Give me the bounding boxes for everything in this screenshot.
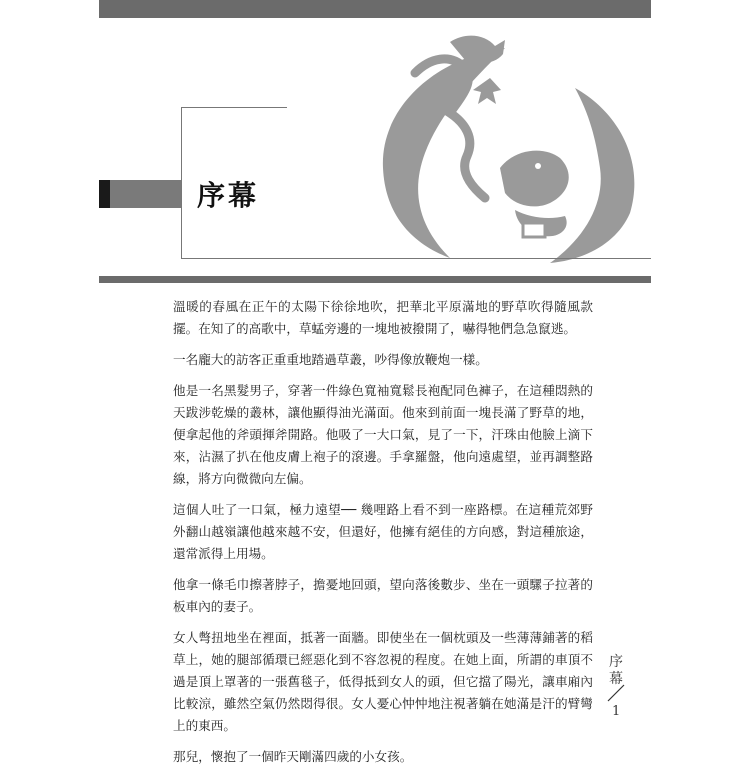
slash-divider-icon: [605, 683, 627, 703]
dragon-tiger-emblem-icon: [355, 28, 655, 263]
body-text: [173, 296, 593, 777]
paragraph: 女人彆扭地坐在裡面，抵著一面牆。即使坐在一個枕頭及一些薄薄鋪著的稻草上，她的腿部循環已經惡化到不容忽視的程度。在她上面，所謂的車頂不過是頂上罩著的一張舊毯子，低得抵到女人的頭，但它擋了陽光，讓車廂內比較涼，雖然空氣仍然悶得很。女人憂心忡忡地注視著躺在她滿是汗的臂彎上的東西。: [173, 630, 593, 733]
title-frame-top-line: [181, 107, 287, 108]
top-banner-bar: [99, 0, 651, 18]
title-marker-dark: [99, 180, 110, 208]
header-divider-bar: [99, 276, 651, 283]
title-frame-left-line: [181, 107, 182, 259]
title-marker-grey: [110, 180, 181, 208]
paragraph: 一名龐大的訪客正重重地踏過草叢，吵得像放鞭炮一樣。: [173, 352, 488, 367]
paragraph: 他拿一條毛巾擦著脖子，擔憂地回頭，望向落後數步、坐在一頭騾子拉著的板車內的妻子。: [173, 577, 593, 614]
running-section-label: 序幕: [609, 654, 623, 687]
title-frame-bottom-line: [181, 258, 651, 259]
paragraph: 這個人吐了一口氣，極力遠望── 幾哩路上看不到一座路標。在這種荒郊野外翻山越嶺讓他越來越不安，但還好，他擁有絕佳的方向感，對這種旅途，還常派得上用場。: [173, 502, 593, 561]
page-number: 1: [612, 704, 621, 719]
paragraph: 溫暖的春風在正午的太陽下徐徐地吹，把華北平原滿地的野草吹得隨風款擺。在知了的高歌中，草蜢旁邊的一塊地被撥開了，嚇得牠們急急竄逃。: [173, 299, 593, 336]
chapter-title: 序幕: [197, 179, 260, 212]
paragraph: 他是一名黑髮男子，穿著一件綠色寬袖寬鬆長袍配同色褲子，在這種悶熱的天跋涉乾燥的叢林，讓他顯得油光滿面。他來到前面一塊長滿了野草的地，便拿起他的斧頭揮斧開路。他吸了一大口氣，見了一下，汗珠由他臉上滴下來，沾濕了扒在他皮膚上袍子的滾邊。手拿羅盤，他向遠處望，並再調整路線，將方向微微向左偏。: [173, 383, 593, 486]
paragraph: 那兒，懷抱了一個昨天剛滿四歲的小女孩。: [173, 749, 413, 764]
